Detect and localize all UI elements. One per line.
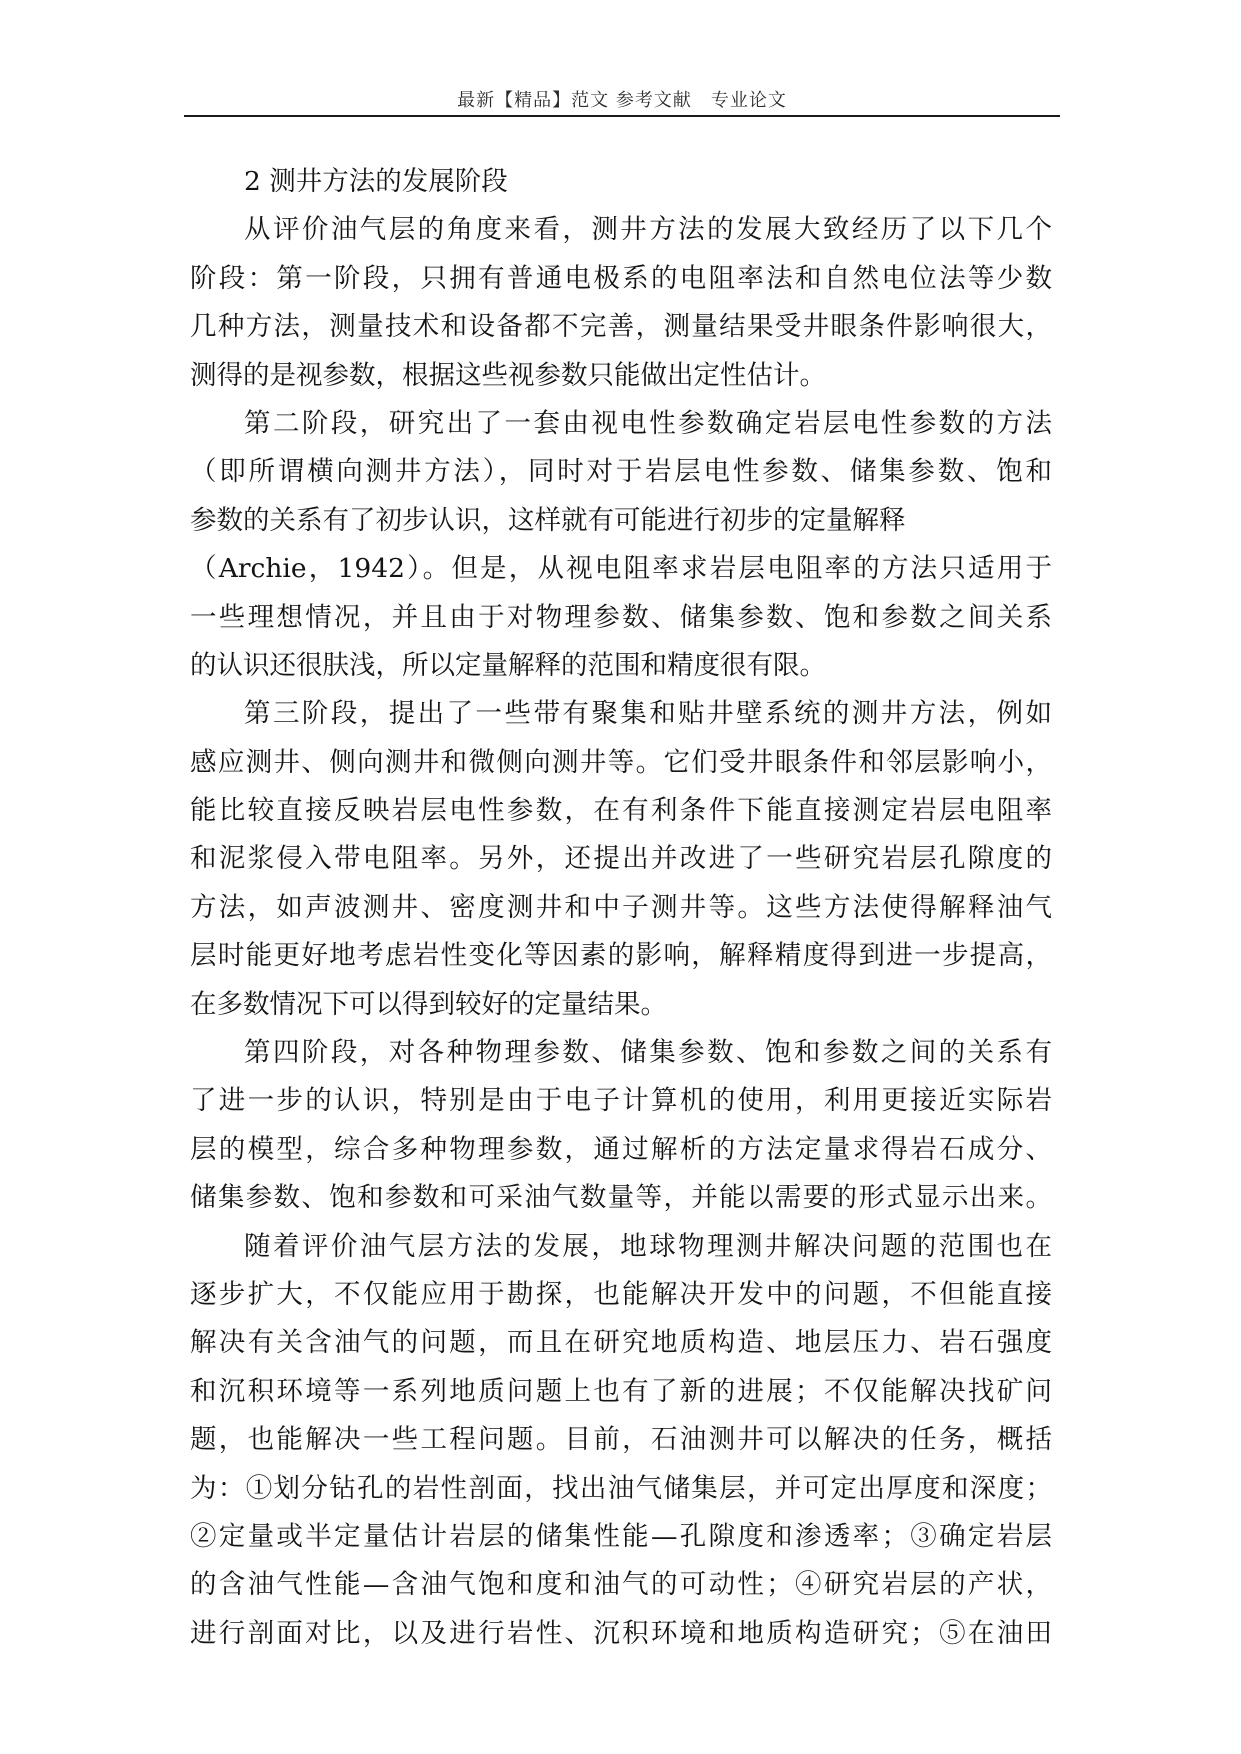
paragraph-line: 第三阶段，提出了一些带有聚集和贴井壁系统的测井方法，例如 [244, 698, 1052, 730]
paragraph-line: 层时能更好地考虑岩性变化等因素的影响，解释精度得到进一步提高， [190, 940, 1052, 972]
paragraph-line: 和沉积环境等一系列地质问题上也有了新的进展；不仅能解决找矿问 [190, 1375, 1052, 1407]
paragraph-line: 能比较直接反映岩层电性参数，在有利条件下能直接测定岩层电阻率 [190, 795, 1052, 827]
paragraph-line: 为：①划分钻孔的岩性剖面，找出油气储集层，并可定出厚度和深度； [190, 1472, 1052, 1504]
paragraph-line: 方法，如声波测井、密度测井和中子测井等。这些方法使得解释油气 [190, 891, 1052, 923]
page-header: 最新【精品】范文 参考文献 专业论文 [457, 90, 787, 111]
paragraph-stage-three [190, 690, 1052, 1029]
paragraph-line: 了进一步的认识，特别是由于电子计算机的使用，利用更接近实际岩 [190, 1085, 1052, 1117]
paragraph-line: 阶段：第一阶段，只拥有普通电极系的电阻率法和自然电位法等少数 [190, 262, 1052, 294]
paragraph-logging-tasks [190, 1223, 1052, 1659]
document-body [190, 158, 1052, 1658]
paragraph-line: 参数的关系有了初步认识，这样就有可能进行初步的定量解释 [190, 504, 906, 536]
paragraph-line: 解决有关含油气的问题，而且在研究地质构造、地层压力、岩石强度 [190, 1327, 1052, 1359]
paragraph-line: 逐步扩大，不仅能应用于勘探，也能解决开发中的问题，不但能直接 [190, 1278, 1052, 1310]
paragraph-line: 的含油气性能—含油气饱和度和油气的可动性；④研究岩层的产状， [190, 1569, 1052, 1601]
paragraph-line: （即所谓横向测井方法），同时对于岩层电性参数、储集参数、饱和 [190, 456, 1052, 488]
paragraph-line: 在多数情况下可以得到较好的定量结果。 [190, 988, 667, 1020]
paragraph-line: 一些理想情况，并且由于对物理参数、储集参数、饱和参数之间关系 [190, 601, 1052, 633]
paragraph-stage-overview [190, 206, 1052, 400]
paragraph-stage-four [190, 1029, 1052, 1223]
paragraph-line: 第四阶段，对各种物理参数、储集参数、饱和参数之间的关系有 [244, 1037, 1052, 1069]
section-heading: 2 测井方法的发展阶段 [244, 166, 508, 197]
paragraph-line: （Archie，1942）。但是，从视电阻率求岩层电阻率的方法只适用于 [190, 553, 1052, 585]
paragraph-line: 测得的是视参数，根据这些视参数只能做出定性估计。 [190, 359, 826, 391]
paragraph-line: 从评价油气层的角度来看，测井方法的发展大致经历了以下几个 [244, 214, 1052, 246]
paragraph-line: ②定量或半定量估计岩层的储集性能—孔隙度和渗透率；③确定岩层 [190, 1520, 1052, 1552]
paragraph-line: 储集参数、饱和参数和可采油气数量等，并能以需要的形式显示出来。 [190, 1182, 1052, 1214]
paragraph-line: 进行剖面对比，以及进行岩性、沉积环境和地质构造研究；⑤在油田 [190, 1617, 1052, 1649]
paragraph-stage-two [190, 400, 1052, 690]
paragraph-line: 和泥浆侵入带电阻率。另外，还提出并改进了一些研究岩层孔隙度的 [190, 843, 1052, 875]
paragraph-line: 几种方法，测量技术和设备都不完善，测量结果受井眼条件影响很大， [190, 311, 1052, 343]
paragraph-line: 第二阶段，研究出了一套由视电性参数确定岩层电性参数的方法 [244, 407, 1052, 439]
header-divider [184, 115, 1060, 117]
paragraph-line: 感应测井、侧向测井和微侧向测井等。它们受井眼条件和邻层影响小， [190, 746, 1052, 778]
paragraph-line: 题，也能解决一些工程问题。目前，石油测井可以解决的任务，概括 [190, 1424, 1052, 1456]
paragraph-line: 的认识还很肤浅，所以定量解释的范围和精度很有限。 [190, 649, 826, 681]
paragraph-line: 层的模型，综合多种物理参数，通过解析的方法定量求得岩石成分、 [190, 1133, 1052, 1165]
paragraph-line: 随着评价油气层方法的发展，地球物理测井解决问题的范围也在 [244, 1230, 1052, 1262]
